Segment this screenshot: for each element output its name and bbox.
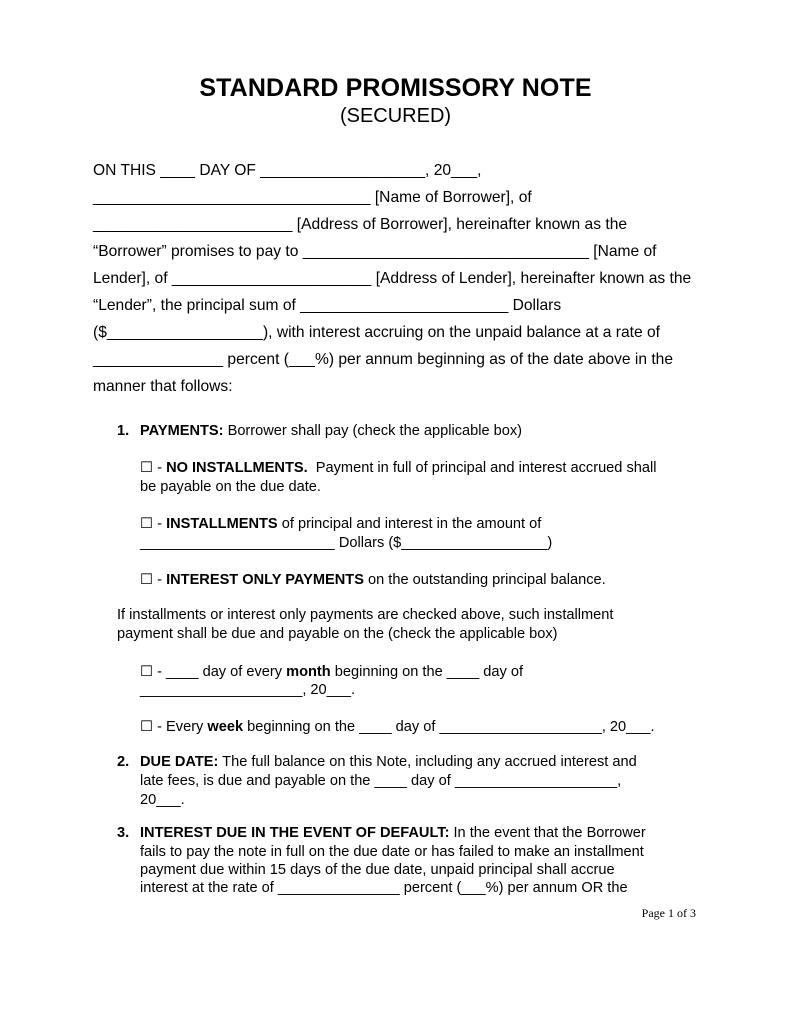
page-number: Page 1 of 3: [641, 906, 696, 920]
installment-note-line-1: If installments or interest only payments are checked above, such installment: [117, 607, 614, 623]
option-installments-label: INSTALLMENTS: [166, 516, 278, 532]
section-3-line-2: fails to pay the note in full on the due date or has failed to make an installment: [140, 844, 644, 860]
section-3-line-1: [140, 825, 646, 841]
document-title: STANDARD PROMISSORY NOTE: [199, 74, 592, 102]
option-installments-line-2: ________________________ Dollars ($__________________): [140, 535, 553, 551]
section-2-text: The full balance on this Note, including any accrued interest and: [218, 754, 637, 770]
checkbox-monthly[interactable]: ☐ - ____ day of every: [140, 664, 287, 680]
section-1-number: 1.: [117, 423, 130, 439]
option-installments-text: of principal and interest in the amount of: [277, 516, 542, 532]
section-3-text: In the event that the Borrower: [449, 825, 646, 841]
option-no-installments-line-2: be payable on the due date.: [140, 479, 321, 495]
option-monthly-label: month: [286, 664, 331, 680]
option-monthly-text: beginning on the ____ day of: [330, 664, 524, 680]
intro-line-3: _______________________ [Address of Borrower], hereinafter known as the: [93, 216, 628, 233]
section-3-number: 3.: [117, 825, 130, 841]
intro-line-6: “Lender”, the principal sum of ________________________ Dollars: [93, 297, 562, 314]
section-3-line-3: payment due within 15 days of the due date, unpaid principal shall accrue: [140, 862, 615, 878]
intro-line-2: ________________________________ [Name of Borrower], of: [93, 189, 532, 206]
section-1-line-1: [140, 423, 522, 439]
option-weekly-label: week: [207, 719, 244, 735]
checkbox-weekly[interactable]: ☐ - Every: [140, 719, 208, 735]
document-subtitle: (SECURED): [339, 105, 452, 127]
section-2-heading: DUE DATE:: [140, 754, 219, 770]
option-interest-only-label: INTEREST ONLY PAYMENTS: [166, 572, 364, 588]
option-installments: [140, 515, 541, 532]
checkbox-interest-only[interactable]: ☐ -: [140, 572, 167, 588]
intro-line-1: ON THIS ____ DAY OF ___________________, 20___,: [93, 162, 482, 179]
section-3-heading: INTEREST DUE IN THE EVENT OF DEFAULT:: [140, 825, 450, 841]
section-2-number: 2.: [117, 754, 130, 770]
checkbox-installments[interactable]: ☐ -: [140, 516, 167, 532]
section-3-line-4: interest at the rate of _______________ percent (___%) per annum OR the: [140, 880, 628, 896]
section-1-heading: PAYMENTS:: [140, 423, 224, 439]
intro-line-8: _______________ percent (___%) per annum beginning as of the date above in the: [93, 351, 674, 368]
intro-line-9: manner that follows:: [93, 378, 233, 395]
option-interest-only: [140, 571, 606, 588]
checkbox-no-installments[interactable]: ☐ -: [140, 460, 167, 476]
option-interest-only-text: on the outstanding principal balance.: [363, 572, 606, 588]
option-no-installments-label: NO INSTALLMENTS.: [166, 460, 308, 476]
section-2-line-3: 20___.: [140, 792, 185, 808]
section-1-text: Borrower shall pay (check the applicable box): [223, 423, 523, 439]
option-monthly: [140, 663, 523, 680]
option-monthly-line-2: ____________________, 20___.: [140, 682, 356, 698]
option-no-installments: [140, 459, 656, 476]
intro-line-4: “Borrower” promises to pay to _________________________________ [Name of: [93, 243, 657, 260]
section-2-line-2: late fees, is due and payable on the ____ day of ____________________,: [140, 773, 622, 789]
installment-note-line-2: payment shall be due and payable on the (check the applicable box): [117, 626, 558, 642]
option-weekly: [140, 718, 655, 735]
option-weekly-text: beginning on the ____ day of ____________________, 20___.: [243, 719, 655, 735]
section-2-line-1: [140, 754, 637, 770]
intro-line-7: ($__________________), with interest accruing on the unpaid balance at a rate of: [93, 324, 660, 341]
option-no-installments-text: Payment in full of principal and interest accrued shall: [307, 460, 657, 476]
intro-line-5: Lender], of _______________________ [Address of Lender], hereinafter known as the: [93, 270, 692, 287]
